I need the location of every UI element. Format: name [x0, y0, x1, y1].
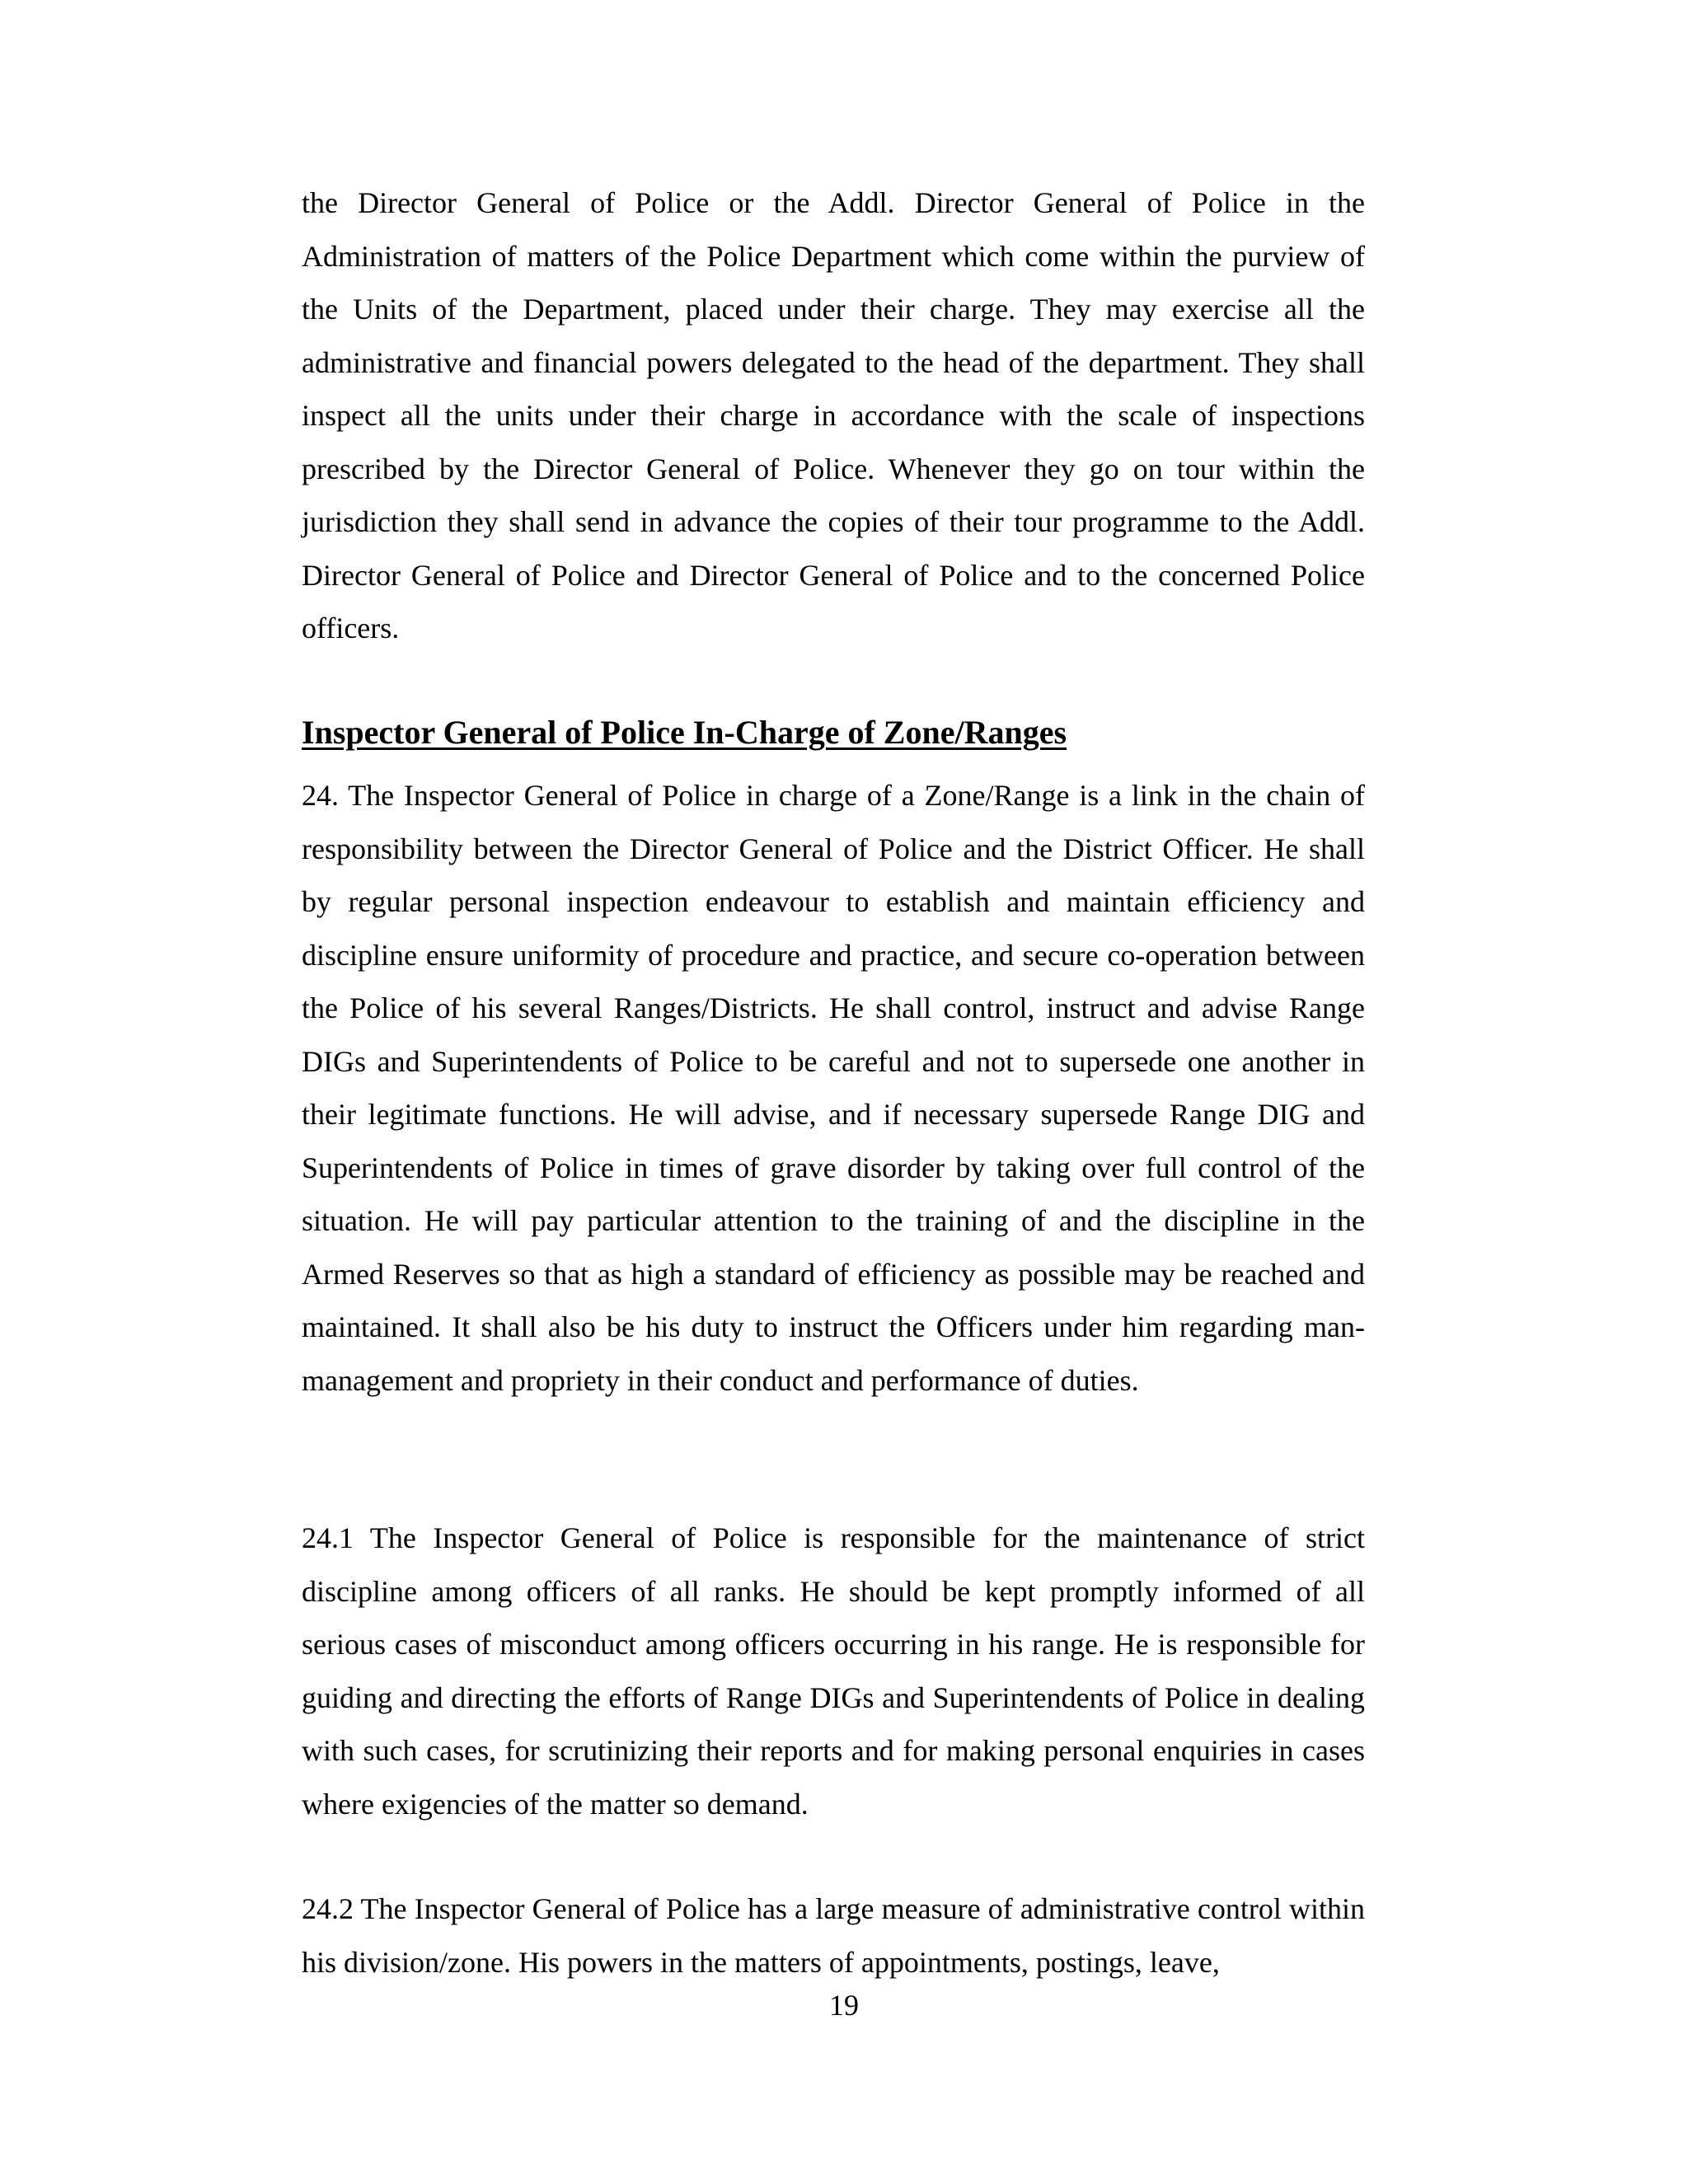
- paragraph-24: 24. The Inspector General of Police in charge of a Zone/Range is a link in the chain of responsibility between the Director General of Police and the District Officer. He shall by regular personal inspection endeavour to establish and maintain efficiency and discipline ensure uniformity of procedure and practice, and secure co-operation between the Police of his several Ranges/Districts. He shall control, instruct and advise Range DIGs and Superintendents of Police to be careful and not to supersede one another in their legitimate functions. He will advise, and if necessary supersede Range DIG and Superintendents of Police in times of grave disorder by taking over full control of the situation. He will pay particular attention to the training of and the discipline in the Armed Reserves so that as high a standard of efficiency as possible may be reached and maintained. It shall also be his duty to instruct the Officers under him regarding man-management and propriety in their conduct and performance of duties.: [302, 779, 1365, 1397]
- section-heading: Inspector General of Police In-Charge of Zone/Ranges: [302, 714, 1067, 751]
- paragraph-24-2: 24.2 The Inspector General of Police has a large measure of administrative control within his division/zone. His powers in the matters of appointments, postings, leave,: [302, 1892, 1365, 1979]
- page-number: 19: [829, 1989, 859, 2022]
- paragraph-24-1: 24.1 The Inspector General of Police is responsible for the maintenance of strict discipline among officers of all ranks. He should be kept promptly informed of all serious cases of misconduct among officers occurring in his range. He is responsible for guiding and directing the efforts of Range DIGs and Superintendents of Police in dealing with such cases, for scrutinizing their reports and for making personal enquiries in cases where exigencies of the matter so demand.: [302, 1521, 1365, 1821]
- intro-paragraph: the Director General of Police or the Addl. Director General of Police in the Administration of matters of the Police Department which come within the purview of the Units of the Department, placed under their charge. They may exercise all the administrative and financial powers delegated to the head of the department. They shall inspect all the units under their charge in accordance with the scale of inspections prescribed by the Director General of Police. Whenever they go on tour within the jurisdiction they shall send in advance the copies of their tour programme to the Addl. Director General of Police and Director General of Police and to the concerned Police officers.: [302, 186, 1365, 644]
